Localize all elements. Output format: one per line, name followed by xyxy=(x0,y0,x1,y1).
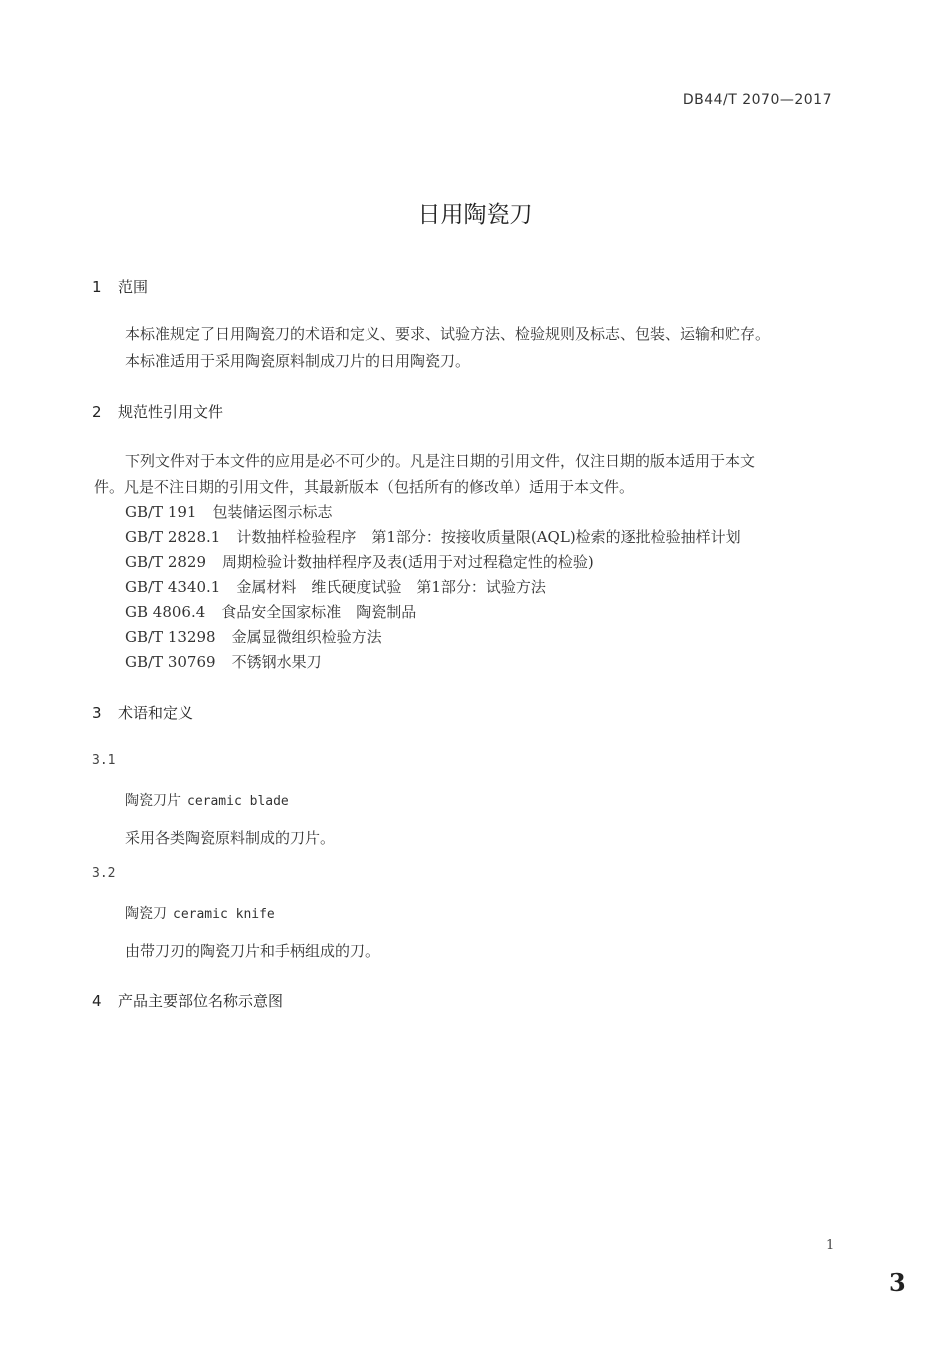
reference-title: 不锈钢水果刀 xyxy=(231,653,322,671)
reference-code: GB/T 30769 xyxy=(125,653,216,671)
reference-item xyxy=(125,501,332,522)
section-1-paragraph: 本标准适用于采用陶瓷原料制成刀片的日用陶瓷刀。 xyxy=(125,352,471,370)
section-2-number: 2 xyxy=(92,403,102,421)
term-definition: 采用各类陶瓷原料制成的刀片。 xyxy=(125,829,336,847)
section-3-title: 术语和定义 xyxy=(118,704,194,722)
reference-title: 计数抽样检验程序 第1部分：按接收质量限(AQL)检索的逐批检验抽样计划 xyxy=(236,528,741,546)
section-1-paragraph: 本标准规定了日用陶瓷刀的术语和定义、要求、试验方法、检验规则及标志、包装、运输和贮存。 xyxy=(125,325,771,343)
section-1-number: 1 xyxy=(92,278,102,296)
reference-title: 食品安全国家标准 陶瓷制品 xyxy=(221,603,417,621)
term-number: 3.2 xyxy=(92,866,116,881)
section-4-number: 4 xyxy=(92,992,102,1010)
term-definition: 由带刀刃的陶瓷刀片和手柄组成的刀。 xyxy=(125,942,381,960)
term-english: ceramic knife xyxy=(173,907,275,922)
section-2-title: 规范性引用文件 xyxy=(118,403,224,421)
reference-code: GB/T 2828.1 xyxy=(125,528,221,546)
section-3-number: 3 xyxy=(92,704,102,722)
reference-title: 金属材料 维氏硬度试验 第1部分：试验方法 xyxy=(236,578,546,596)
section-2-intro-line1: 下列文件对于本文件的应用是必不可少的。凡是注日期的引用文件，仅注日期的版本适用于本文 xyxy=(125,452,756,470)
reference-title: 金属显微组织检验方法 xyxy=(231,628,382,646)
section-3-heading xyxy=(92,702,193,723)
reference-code: GB/T 191 xyxy=(125,503,197,521)
term-chinese: 陶瓷刀片 xyxy=(125,793,181,809)
reference-title: 周期检验计数抽样程序及表(适用于对过程稳定性的检验) xyxy=(222,553,594,571)
term-english: ceramic blade xyxy=(187,794,289,809)
reference-title: 包装储运图示标志 xyxy=(212,503,333,521)
section-1-heading xyxy=(92,276,148,297)
stamped-page-number: 3 xyxy=(889,1268,906,1297)
standard-code: DB44/T 2070—2017 xyxy=(682,92,832,108)
reference-item xyxy=(125,576,546,597)
term-entry xyxy=(125,790,289,810)
reference-code: GB/T 2829 xyxy=(125,553,207,571)
reference-item xyxy=(125,526,741,547)
reference-code: GB/T 13298 xyxy=(125,628,216,646)
term-entry xyxy=(125,903,275,923)
reference-code: GB 4806.4 xyxy=(125,603,206,621)
term-chinese: 陶瓷刀 xyxy=(125,906,167,922)
reference-item xyxy=(125,626,382,647)
reference-item xyxy=(125,601,416,622)
document-title: 日用陶瓷刀 xyxy=(417,202,533,228)
section-4-title: 产品主要部位名称示意图 xyxy=(118,992,284,1010)
term-number: 3.1 xyxy=(92,753,116,768)
reference-item xyxy=(125,651,322,672)
section-2-intro-line2: 件。凡是不注日期的引用文件，其最新版本（包括所有的修改单）适用于本文件。 xyxy=(94,478,635,496)
section-1-title: 范围 xyxy=(118,278,149,296)
reference-item xyxy=(125,551,594,572)
section-4-heading xyxy=(92,990,283,1011)
page-number: 1 xyxy=(826,1238,835,1253)
reference-code: GB/T 4340.1 xyxy=(125,578,221,596)
section-2-heading xyxy=(92,401,223,422)
